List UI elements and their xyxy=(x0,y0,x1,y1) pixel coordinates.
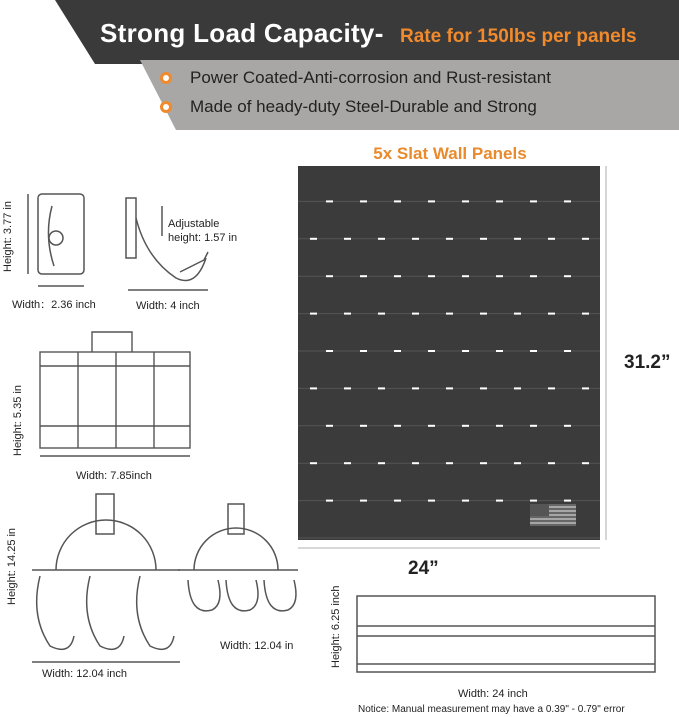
slat-hole xyxy=(428,425,435,427)
shelf-image xyxy=(345,586,665,686)
measurement-note: Notice: Manual measurement may have a 0.39" - 0.79" error xyxy=(358,704,625,715)
slat-hole xyxy=(564,275,571,277)
slat-hole xyxy=(446,313,453,315)
slat-hole xyxy=(480,387,487,389)
slat-hole xyxy=(360,200,367,202)
slat-hole xyxy=(548,462,555,464)
slat-hole xyxy=(428,350,435,352)
slat-wall-panel-image xyxy=(290,160,610,550)
feature-text: Made of heady-duty Steel-Durable and Strong xyxy=(190,97,537,116)
slat-hole xyxy=(530,350,537,352)
slat-hole xyxy=(378,462,385,464)
slat-hole xyxy=(344,387,351,389)
slat-hole xyxy=(548,313,555,315)
bullet-circle-icon xyxy=(160,72,172,84)
slat-hole xyxy=(326,500,333,502)
slat-hole xyxy=(530,425,537,427)
feature-item xyxy=(160,66,551,90)
small-hook-height-label: Height: 3.77 in xyxy=(2,201,14,272)
slat-hole xyxy=(326,275,333,277)
adjustable-height-label-1: Adjustable xyxy=(168,218,220,230)
slat-hole xyxy=(462,275,469,277)
slat-hole xyxy=(310,462,317,464)
slat-hole xyxy=(446,462,453,464)
slat-hole xyxy=(480,238,487,240)
small-hook-width-label: Width：2.36 inch xyxy=(12,299,96,311)
slat-hole xyxy=(548,238,555,240)
slat-hole xyxy=(344,313,351,315)
slat-hole xyxy=(446,238,453,240)
basket-width-label: Width: 7.85inch xyxy=(76,470,152,482)
slat-hole xyxy=(582,387,589,389)
slat-hole xyxy=(514,462,521,464)
slat-hole xyxy=(496,425,503,427)
slat-hole xyxy=(428,200,435,202)
slat-hole xyxy=(344,238,351,240)
adjustable-hook-width-label: Width: 4 inch xyxy=(136,300,200,312)
headline-subtitle: Rate for 150lbs per panels xyxy=(400,26,637,47)
slat-hole xyxy=(394,200,401,202)
us-flag-icon xyxy=(530,504,576,526)
slat-hole xyxy=(378,313,385,315)
slat-hole xyxy=(310,313,317,315)
slat-hole xyxy=(378,387,385,389)
panel-width-label: 24” xyxy=(408,558,439,579)
slat-hole xyxy=(394,425,401,427)
slat-hole xyxy=(530,500,537,502)
slat-hole xyxy=(378,238,385,240)
slat-hole xyxy=(514,313,521,315)
slat-hole xyxy=(360,500,367,502)
slat-hole xyxy=(462,200,469,202)
slat-hole xyxy=(480,313,487,315)
slat-hole xyxy=(428,275,435,277)
slat-hole xyxy=(496,500,503,502)
adjustable-height-label-2: height: 1.57 in xyxy=(168,232,238,244)
slat-hole xyxy=(360,425,367,427)
basket-image xyxy=(28,326,198,466)
panel-height-label: 31.2” xyxy=(624,352,671,373)
slat-hole xyxy=(394,350,401,352)
slat-hole xyxy=(480,462,487,464)
slat-hole xyxy=(428,500,435,502)
shelf-width-label: Width: 24 inch xyxy=(458,688,528,700)
basket-height-label: Height: 5.35 in xyxy=(12,385,24,456)
slat-hole xyxy=(446,387,453,389)
slat-hole xyxy=(564,425,571,427)
tool-rack-width-label: Width: 12.04 inch xyxy=(42,668,127,680)
slat-hole xyxy=(462,500,469,502)
bullet-circle-icon xyxy=(160,101,172,113)
slat-hole xyxy=(582,462,589,464)
slat-hole xyxy=(360,275,367,277)
slat-hole xyxy=(496,275,503,277)
slat-hole xyxy=(326,200,333,202)
shelf-height-label: Height: 6.25 inch xyxy=(330,585,342,668)
slat-hole xyxy=(360,350,367,352)
slat-hole xyxy=(394,275,401,277)
small-hook-image xyxy=(18,186,108,296)
slat-hole xyxy=(462,350,469,352)
slat-hole xyxy=(564,350,571,352)
slat-hole xyxy=(564,500,571,502)
slat-hole xyxy=(548,387,555,389)
slat-hole xyxy=(412,462,419,464)
slat-hole xyxy=(582,238,589,240)
slat-hole xyxy=(530,275,537,277)
slat-hole xyxy=(514,387,521,389)
slat-hole xyxy=(412,387,419,389)
slat-hole xyxy=(310,238,317,240)
headline-title: Strong Load Capacity- xyxy=(100,18,384,48)
slat-hole xyxy=(530,200,537,202)
feature-text: Power Coated-Anti-corrosion and Rust-resistant xyxy=(190,68,551,87)
feature-item xyxy=(160,95,537,119)
slat-hole xyxy=(394,500,401,502)
tool-rack-height-label: Height: 14.25 in xyxy=(6,527,18,605)
slat-hole xyxy=(582,313,589,315)
tool-rack-u-width-label: Width: 12.04 in xyxy=(220,640,294,652)
slat-hole xyxy=(344,462,351,464)
tool-rack-u-image xyxy=(170,500,310,640)
slat-hole xyxy=(412,238,419,240)
slat-hole xyxy=(496,200,503,202)
slat-hole xyxy=(496,350,503,352)
slat-hole xyxy=(462,425,469,427)
panels-title: 5x Slat Wall Panels xyxy=(373,144,527,163)
tool-rack-wide-image xyxy=(20,490,190,670)
slat-hole xyxy=(310,387,317,389)
slat-hole xyxy=(514,238,521,240)
slat-hole xyxy=(326,425,333,427)
slat-hole xyxy=(564,200,571,202)
slat-hole xyxy=(412,313,419,315)
slat-hole xyxy=(326,350,333,352)
